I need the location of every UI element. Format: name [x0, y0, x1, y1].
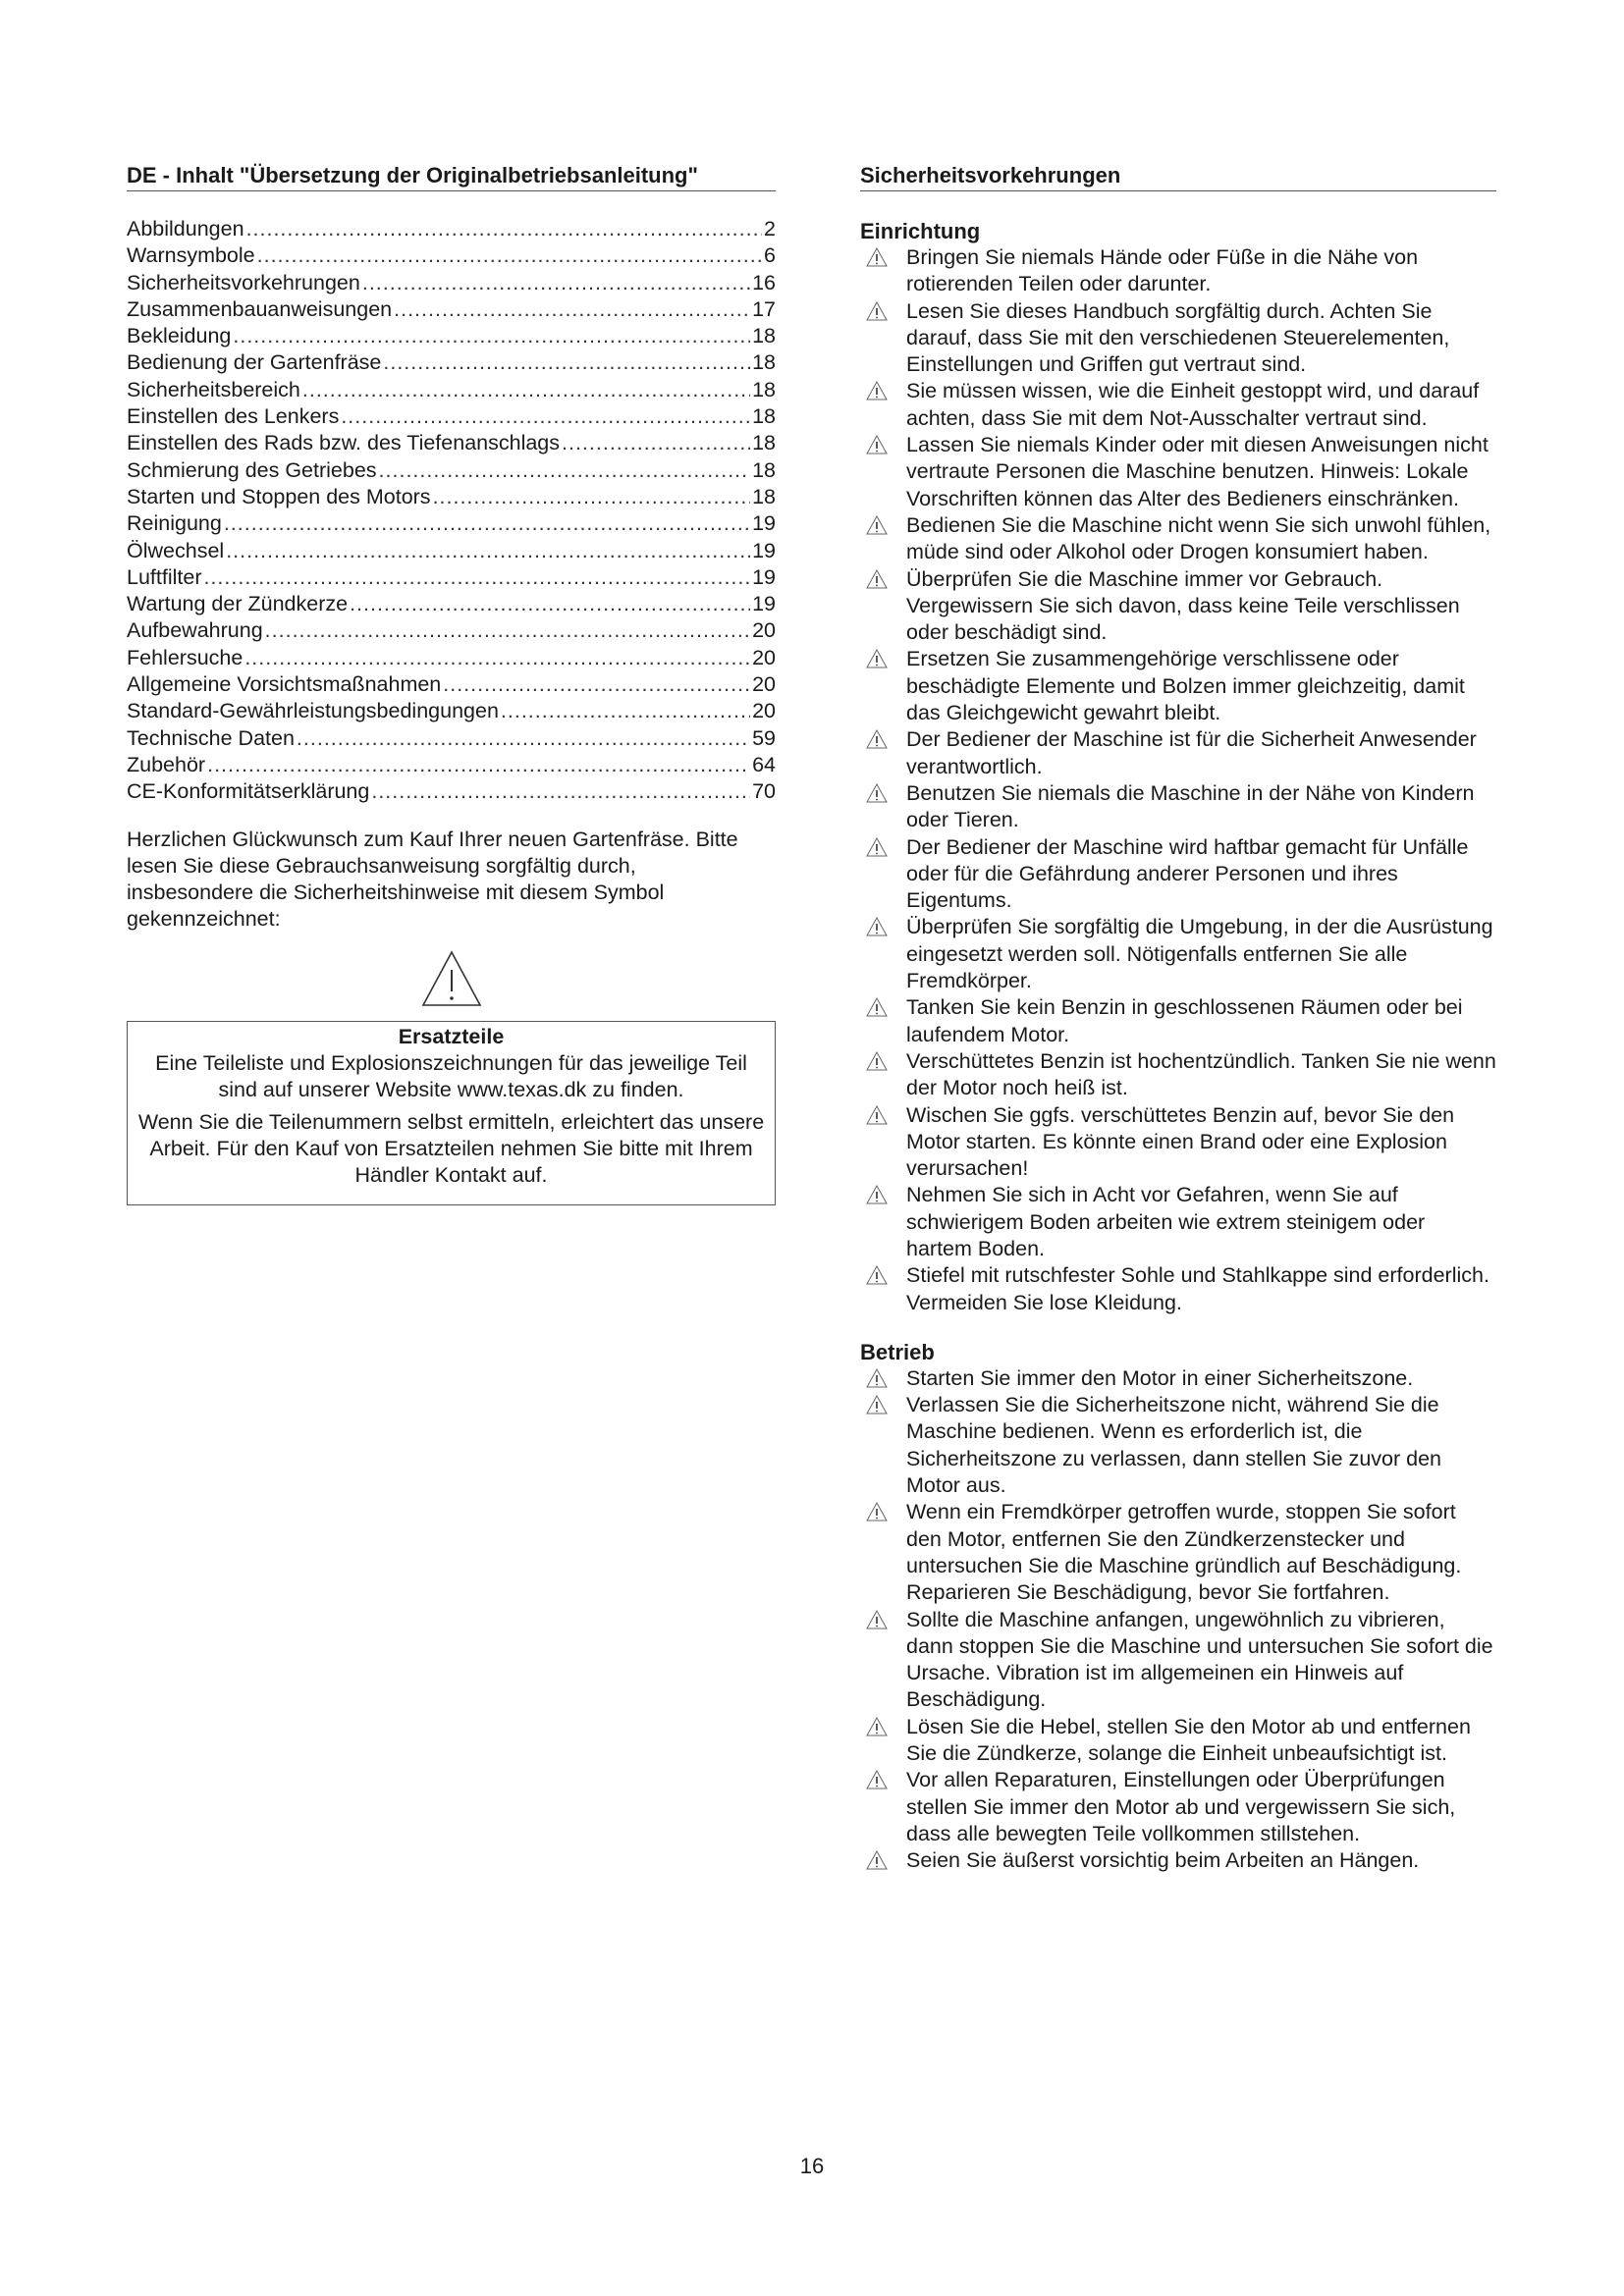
toc-leader [246, 217, 762, 241]
parts-box-title: Ersatzteile [398, 1024, 505, 1048]
safety-item-text: Überprüfen Sie die Maschine immer vor Gebrauch. Vergewissern Sie sich davon, dass keine Teile verschlissen oder beschädigt sind. [906, 566, 1460, 645]
toc-label: Fehlersuche [127, 645, 244, 669]
toc-leader [362, 271, 750, 295]
toc-page: 2 [764, 217, 776, 240]
toc-entry [127, 565, 776, 592]
toc-leader [233, 324, 750, 348]
warning-icon [866, 1502, 888, 1522]
toc-leader [443, 672, 750, 697]
section-title-betrieb: Betrieb [860, 1339, 935, 1364]
warning-icon [866, 729, 888, 749]
warning-icon [866, 1368, 888, 1388]
toc-entry [127, 699, 776, 725]
warning-icon [866, 381, 888, 400]
toc-entry [127, 271, 776, 297]
toc-label: Ölwechsel [127, 538, 225, 562]
toc-page: 18 [752, 457, 776, 482]
toc-leader [203, 565, 750, 590]
safety-item [860, 244, 1496, 298]
toc-label: Einstellen des Lenkers [127, 404, 340, 429]
safety-item [860, 1392, 1496, 1499]
toc-page: 19 [752, 511, 776, 536]
betrieb-list [860, 1365, 1496, 1875]
toc-leader [226, 539, 750, 563]
toc-page: 19 [752, 564, 776, 589]
toc-entry [127, 539, 776, 565]
warning-icon [866, 1051, 888, 1071]
toc-entry [127, 779, 776, 806]
safety-item-text: Ersetzen Sie zusammengehörige verschlissene oder beschädigte Elemente und Bolzen immer gleichzeitig, damit das Gleichgewicht gewahrt bleibt. [906, 647, 1465, 725]
einrichtung-list [860, 244, 1496, 1316]
safety-item [860, 512, 1496, 566]
safety-item-text: Bedienen Sie die Maschine nicht wenn Sie sich unwohl fühlen, müde sind oder Alkohol oder Drogen konsumiert haben. [906, 512, 1491, 564]
safety-item [860, 994, 1496, 1048]
safety-item-text: Sollte die Maschine anfangen, ungewöhnlich zu vibrieren, dann stoppen Sie die Maschine und untersuchen Sie sofort die Ursache. Vibration ist im allgemeinen ein Hinweis auf Beschädigung. [906, 1607, 1493, 1712]
toc-page: 59 [752, 725, 776, 750]
toc-label: Sicherheitsbereich [127, 377, 300, 401]
toc-label: Starten und Stoppen des Motors [127, 484, 431, 508]
toc-page: 16 [752, 270, 776, 294]
warning-icon [866, 1185, 888, 1204]
warning-icon [866, 1717, 888, 1736]
spare-parts-box [127, 1021, 776, 1205]
safety-item-text: Lösen Sie die Hebel, stellen Sie den Motor ab und entfernen Sie die Zündkerze, solange die Einheit unbeaufsichtigt ist. [906, 1714, 1471, 1766]
safety-item-text: Seien Sie äußerst vorsichtig beim Arbeiten an Hängen. [906, 1848, 1420, 1873]
toc-label: CE-Konformitätserklärung [127, 779, 370, 804]
page-number: 16 [799, 2154, 825, 2178]
safety-item [860, 1847, 1496, 1874]
safety-item [860, 1262, 1496, 1316]
right-column [860, 163, 1496, 1875]
toc-entry [127, 217, 776, 243]
parts-box-text: Wenn Sie die Teilenummern selbst ermitteln, erleichtert das unsere Arbeit. Für den Kauf von Ersatzteilen nehmen Sie bitte mit Ihrem Händler Kontakt auf. [137, 1109, 765, 1187]
safety-item [860, 726, 1496, 780]
toc-entry [127, 485, 776, 511]
warning-icon [866, 1105, 888, 1125]
toc-label: Technische Daten [127, 725, 295, 750]
toc-leader [302, 378, 750, 402]
toc-entry [127, 243, 776, 270]
safety-item-text: Der Bediener der Maschine ist für die Sicherheit Anwesender verantwortlich. [906, 727, 1477, 778]
table-of-contents [127, 217, 776, 807]
warning-icon [866, 515, 888, 535]
toc-page: 18 [752, 484, 776, 508]
safety-item [860, 780, 1496, 834]
toc-leader [379, 458, 751, 483]
toc-leader [433, 485, 751, 509]
toc-entry [127, 324, 776, 350]
warning-icon [866, 301, 888, 321]
safety-item-text: Sie müssen wissen, wie die Einheit gestoppt wird, und darauf achten, dass Sie mit dem Not-Ausschalter vertraut sind. [906, 379, 1480, 430]
safety-item [860, 298, 1496, 379]
toc-page: 18 [752, 324, 776, 348]
toc-page: 20 [752, 672, 776, 697]
warning-icon [866, 837, 888, 857]
toc-label: Standard-Gewährleistungsbedingungen [127, 699, 499, 723]
toc-label: Warnsymbole [127, 243, 255, 268]
toc-page: 20 [752, 618, 776, 643]
warning-symbol-icon [127, 950, 776, 1009]
toc-label: Zusammenbauanweisungen [127, 296, 393, 321]
safety-item [860, 646, 1496, 726]
toc-page: 17 [752, 296, 776, 321]
toc-label: Sicherheitsvorkehrungen [127, 270, 360, 294]
safety-item [860, 834, 1496, 915]
warning-icon [866, 1770, 888, 1789]
safety-item-text: Überprüfen Sie sorgfältig die Umgebung, in der die Ausrüstung eingesetzt werden soll. Nötigenfalls entfernen Sie alle Fremdkörper. [906, 915, 1493, 993]
toc-leader [383, 350, 750, 375]
safety-item [860, 566, 1496, 647]
toc-label: Aufbewahrung [127, 618, 263, 643]
toc-page: 18 [752, 431, 776, 455]
safety-item-text: Lassen Sie niemals Kinder oder mit diesen Anweisungen nicht vertraute Personen die Maschine benutzen. Hinweis: Lokale Vorschriften können das Alter des Bedieners einschränken. [906, 433, 1489, 510]
warning-icon [866, 917, 888, 936]
toc-leader [562, 431, 750, 455]
toc-label: Wartung der Zündkerze [127, 592, 349, 616]
intro-text: Herzlichen Glückwunsch zum Kauf Ihrer neuen Gartenfräse. Bitte lesen Sie diese Gebrauchsanweisung sorgfältig durch, insbesondere die Sicherheitshinweise mit diesem Symbol gekennzeichnet: [127, 827, 738, 931]
toc-page: 18 [752, 377, 776, 401]
safety-item-text: Stiefel mit rutschfester Sohle und Stahlkappe sind erforderlich. Vermeiden Sie lose Kleidung. [906, 1263, 1489, 1314]
toc-label: Allgemeine Vorsichtsmaßnahmen [127, 672, 442, 697]
toc-label: Abbildungen [127, 217, 244, 240]
safety-item-text: Der Bediener der Maschine wird haftbar gemacht für Unfälle oder für die Gefährdung anderer Personen und ihres Eigentums. [906, 834, 1469, 913]
safety-item [860, 1102, 1496, 1183]
warning-icon [866, 1265, 888, 1285]
toc-page: 19 [752, 592, 776, 616]
toc-entry [127, 726, 776, 753]
toc-page: 18 [752, 404, 776, 429]
toc-label: Luftfilter [127, 564, 202, 589]
toc-leader [341, 404, 750, 429]
toc-entry [127, 646, 776, 672]
safety-item-text: Nehmen Sie sich in Acht vor Gefahren, wenn Sie auf schwierigem Boden arbeiten wie extrem steinigem oder hartem Boden. [906, 1183, 1426, 1260]
safety-item [860, 1767, 1496, 1847]
safety-item-text: Starten Sie immer den Motor in einer Sicherheitszone. [906, 1365, 1414, 1390]
warning-icon [866, 247, 888, 267]
toc-leader [257, 243, 762, 268]
toc-label: Schmierung des Getriebes [127, 457, 377, 482]
toc-entry [127, 431, 776, 457]
safety-item-text: Benutzen Sie niemals die Maschine in der Nähe von Kindern oder Tieren. [906, 780, 1475, 832]
toc-leader [265, 618, 750, 643]
safety-item [860, 432, 1496, 512]
section-title-einrichtung: Einrichtung [860, 219, 981, 243]
toc-label: Bekleidung [127, 324, 232, 348]
safety-item-text: Lesen Sie dieses Handbuch sorgfältig durch. Achten Sie darauf, dass Sie mit den verschiedenen Steuerelementen, Einstellungen und Griffen gut vertraut sind. [906, 298, 1450, 377]
toc-entry [127, 404, 776, 431]
toc-page: 18 [752, 350, 776, 375]
toc-entry [127, 297, 776, 324]
toc-leader [224, 511, 750, 536]
safety-item [860, 1048, 1496, 1102]
safety-item [860, 1607, 1496, 1714]
toc-label: Bedienung der Gartenfräse [127, 350, 382, 375]
toc-entry [127, 592, 776, 618]
warning-icon [866, 569, 888, 589]
parts-box-text: Eine Teileliste und Explosionszeichnungen für das jeweilige Teil sind auf unserer Website www.texas.dk zu finden. [155, 1050, 747, 1101]
safety-item-text: Verschüttetes Benzin ist hochentzündlich. Tanken Sie nie wenn der Motor noch heiß ist. [906, 1048, 1496, 1100]
toc-page: 70 [752, 779, 776, 804]
warning-icon [866, 1610, 888, 1629]
toc-entry [127, 350, 776, 377]
toc-page: 19 [752, 538, 776, 562]
warning-icon [866, 1395, 888, 1415]
toc-leader [350, 592, 750, 616]
toc-page: 20 [752, 645, 776, 669]
toc-page: 20 [752, 699, 776, 723]
safety-item-text: Wenn ein Fremdkörper getroffen wurde, stoppen Sie sofort den Motor, entfernen Sie den Zündkerzenstecker und untersuchen Sie die Maschine gründlich auf Beschädigung. Reparieren Sie Beschädigung, bevor Sie fortfahren. [906, 1500, 1462, 1605]
warning-icon [866, 1850, 888, 1870]
warning-icon [866, 783, 888, 803]
safety-item-text: Bringen Sie niemals Hände oder Füße in die Nähe von rotierenden Teilen oder darunter. [906, 245, 1419, 296]
toc-entry [127, 753, 776, 779]
toc-page: 64 [752, 752, 776, 776]
safety-item [860, 1365, 1496, 1392]
toc-entry [127, 511, 776, 538]
toc-leader [244, 646, 750, 670]
safety-item [860, 1499, 1496, 1606]
warning-icon [866, 997, 888, 1017]
toc-page: 6 [764, 243, 776, 268]
toc-leader [394, 297, 750, 322]
safety-item [860, 378, 1496, 432]
toc-entry [127, 458, 776, 485]
contents-heading: DE - Inhalt "Übersetzung der Originalbetriebsanleitung" [127, 163, 776, 191]
warning-icon [866, 435, 888, 454]
safety-item [860, 1182, 1496, 1262]
toc-entry [127, 378, 776, 404]
toc-entry [127, 618, 776, 645]
left-column [127, 163, 776, 1205]
safety-heading: Sicherheitsvorkehrungen [860, 163, 1496, 191]
safety-item-text: Verlassen Sie die Sicherheitszone nicht, während Sie die Maschine bedienen. Wenn es erforderlich ist, die Sicherheitszone zu verlassen, dann stellen Sie zuvor den Motor aus. [906, 1393, 1441, 1498]
toc-leader [297, 726, 750, 751]
safety-item-text: Vor allen Reparaturen, Einstellungen oder Überprüfungen stellen Sie immer den Motor ab und vergewissern Sie sich, dass alle bewegten Teile vollkommen stillstehen. [906, 1768, 1456, 1845]
safety-item-text: Wischen Sie ggfs. verschüttetes Benzin auf, bevor Sie den Motor starten. Es könnte einen Brand oder eine Explosion verursachen! [906, 1102, 1455, 1181]
safety-item [860, 1714, 1496, 1768]
toc-label: Reinigung [127, 511, 222, 536]
toc-leader [207, 753, 750, 777]
warning-icon [866, 649, 888, 668]
toc-entry [127, 672, 776, 699]
toc-label: Einstellen des Rads bzw. des Tiefenanschlags [127, 431, 561, 455]
safety-item-text: Tanken Sie kein Benzin in geschlossenen Räumen oder bei laufendem Motor. [906, 995, 1463, 1046]
toc-leader [501, 699, 750, 723]
toc-label: Zubehör [127, 752, 206, 776]
toc-leader [371, 779, 750, 804]
safety-item [860, 914, 1496, 994]
